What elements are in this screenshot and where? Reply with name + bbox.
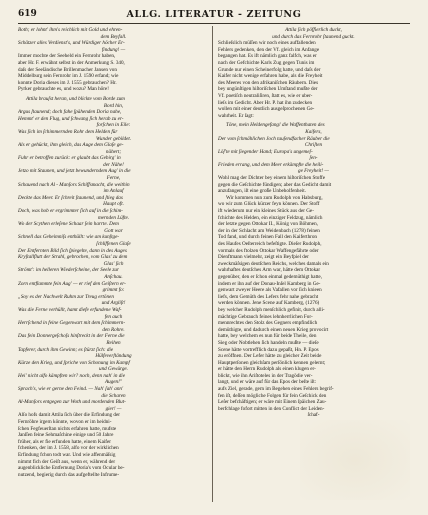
text-line: im Anlauf: [103, 188, 124, 195]
text-line: Frieden errang, und dem Meer erkämpfte die heili-: [218, 161, 324, 168]
text-line: der in der Schlacht am Weidenbach (1278) feinen: [218, 227, 320, 234]
text-line: indem er ihn auf der Donau-Inſel Kamberg in Ge-: [218, 280, 321, 287]
text-line: genwart zweyer Heere als Vafallen vor ſich knieen: [218, 287, 322, 294]
text-line: der Nähe!: [103, 161, 124, 168]
text-line: Hülfeverſtändung: [95, 353, 132, 360]
text-line: grimmt fo:: [102, 287, 125, 294]
text-line: Kryſtallflutt der Strahl, gebrochen, vom Glas' zu dem: [18, 254, 128, 261]
text-line: langt, und er wäre auf für das Epos der beſte iſt:: [218, 379, 317, 386]
text-line: Sieg oder Nobtlehen ſich handeln mußte — dieſe: [218, 339, 319, 346]
text-line: Sprach's, wie er gerne den Feind. — Nah' ſah' ann': [18, 386, 124, 393]
text-line: findung! —: [101, 46, 126, 53]
text-line: Der Entfernten Bild ſich ſpiegelte, dann in des Auges: [18, 247, 127, 254]
text-line: berfchlage fofort mitten in den Conflict der Leiden-: [218, 405, 325, 412]
text-line: nimmt fich der Geiſt aus, wenn er, während der: [18, 458, 116, 465]
text-line: des Meeres von den afrikaniſchen Räubern. Dies: [218, 79, 319, 86]
text-line: ſchliffenen Glaſe: [96, 241, 131, 247]
text-line: Schätzer alles Verdienst's, und Würdiger höcher Er-: [18, 40, 125, 47]
text-line: werden können. Jene Scene auf Kamberg, (1276): [218, 300, 320, 307]
text-line: Fuhr er betroffen zurück: er glaubt das Gebirg' in: [18, 155, 121, 162]
text-line: Fernröhre irgern könnte, wovon er im heidni-: [18, 419, 112, 426]
text-line: Kaifer nicht wenige erfahren habe, als die Freyheit: [218, 73, 323, 80]
text-line: demüthigte, und dadurch einen neuen Krieg provocirt: [218, 326, 329, 333]
text-line: aufs Ziel, gerade, gern im Begehen eines Fehlers begrif-: [218, 386, 334, 393]
text-line: mennrechtes den Stolz des Gegners empfindlich: [218, 320, 318, 327]
text-line: Wir kommen nun zum Rudolph von Habsburg,: [226, 194, 323, 201]
text-line: Zorn entflammte fein Aug' — er rief den Geiſtern er-: [18, 280, 126, 287]
text-line: Middelburg sein Fernrohr im J. 1590 erfand; wie: [18, 73, 119, 80]
text-line: Hemmt' er den Flug, und ſchwang ſich herab zu er-: [18, 115, 124, 122]
text-line: Gott war: [104, 227, 123, 234]
text-line: und Gewürge.: [99, 366, 128, 373]
text-line: Schlieſslich müſſen wir noch eines auffallenden: [218, 40, 316, 47]
text-line: Doch, was hob er ergrimmter ſich auf in die ſchim-: [18, 208, 123, 215]
text-line: ſchaf-: [307, 412, 320, 419]
text-line: Both; er lohnt' ihm's reichlich mit Gold und ehren-: [18, 27, 123, 33]
text-line: wollen mit einer deutlich ausgeſprochenen Ge-: [218, 106, 315, 113]
text-line: Herrſchend in feine Gegenwart mit dem ſchimmern-: [18, 320, 126, 327]
text-line: Das fein Donnergeſchoſs hinſtreckt in der Ferne die: [18, 333, 125, 340]
text-line: Haupt oft.: [103, 201, 124, 208]
text-line: Tapferer, durch ihm Gewinn; es ſtürzt ſich: die: [18, 346, 114, 353]
text-line: mächtige Gebrauch feines lehnherrlichen For-: [218, 313, 313, 320]
text-line: zu eröffnen. Der Lefer hätte zu gleicher Zeit beide: [218, 353, 322, 360]
text-line: wo wir zum Glück kürzer feyn können. Der Stoff: [218, 201, 320, 208]
text-line: Janſſen feine Sehmaſchine einige und 50 Jahre: [18, 432, 114, 439]
text-line: Töne, mein Heldengefang! die Waffenthaten des: [226, 122, 325, 129]
text-line: Jetzo mit Staunen, und jetzt bewunderndem Aug' in die: [18, 168, 131, 175]
text-line: Al-Manſors entgegen zur Woth und mordenden Blut-: [18, 399, 126, 406]
page-number: 619: [18, 9, 37, 19]
text-line: Dienftmann vielmehr, zeigt ein Beyfpiel der: [218, 254, 309, 261]
text-line: und Argliſt!: [101, 300, 126, 307]
text-line: liefs, dem Gemüth des Lefers fehr nahe gebracht: [218, 293, 319, 300]
text-line: aber Hr. F. erwähnt selbst in der Anmerkung S. 340,: [18, 59, 125, 66]
text-line: Pyrker gebrauchte es, und wozu? Man höre!: [18, 86, 109, 93]
text-line: Löſ'te mit ſiegender Hand; Europa's ungemeſ-: [218, 148, 313, 155]
text-line: fchichte des Helden, ein einziger Feldzug, nämlich: [218, 214, 323, 221]
text-line: Bord hin,: [103, 102, 124, 109]
text-line: Leſer befchäftigen; er wäre mit Einem ſpäichen Zau-: [218, 399, 327, 406]
text-line: „Soy es der Nachwelt Ruhm zur Treug ertönen: [18, 293, 114, 300]
text-line: Deckte das Meer. Er ſchreit ſtaunend, und ſtieg das: [18, 194, 123, 201]
text-line: Was die Ferne verhüllt, hamt diefe erfundene Waf-: [18, 306, 122, 313]
text-line: er hätte den Herrn Rudolph als einen klugen er-: [218, 366, 316, 373]
text-line: gier! —: [105, 405, 122, 412]
text-line: Argus ſtaunend; doch fahe ſpähenden Doria nahe,: [18, 109, 122, 116]
text-line: Wunder gebildet.: [95, 135, 132, 142]
text-line: mernden Lüfte.: [97, 214, 130, 221]
text-line: nähert;: [105, 148, 122, 155]
text-line: Der vom ſchmählichen Joch tauſendfacher Räuber die: [218, 135, 330, 142]
paper-stain: [300, 420, 410, 500]
text-line: gegen die Geſchichte fündigen; aber das Gedicht damit: [218, 181, 332, 188]
text-line: der letzte gegen Ottokar II., König von Böhmen,: [218, 221, 318, 228]
text-line: Immer mochte der Seeheld ein Fernrohr haben,: [18, 53, 116, 60]
text-line: daſs der Seeländische Brillenmacher Jansen von: [18, 66, 117, 73]
text-line: fen iſt, deſſen mögliche Folgen für fein Geſchick den: [218, 392, 327, 399]
column-divider: [212, 26, 213, 502]
text-line: Hauptperſonen gleichſam perſönlich kennen gelernt;: [218, 359, 326, 366]
text-line: bey ungünſtigen hiſtoriſchen Umſtand mußte der: [218, 86, 318, 93]
text-line: begangen hat. Es ift nämlich ganz falfch, was er: [218, 53, 317, 60]
text-line: Chriſten: [304, 142, 323, 149]
text-line: Schauend nach Al - Manſors Schiffsmacht, die weithin: [18, 181, 130, 188]
text-line: konnte Doria dieses im J. 1555 gebrauchen? Hr.: [18, 79, 117, 86]
text-line: früher, als er fie erfunden hatte, einem Kaifer: [18, 438, 111, 445]
text-line: nutzend, begierig durch das aufgeftellte Infrume-: [18, 471, 120, 478]
text-line: ift wiederum nur ein kleines Stück aus der Ge-: [218, 208, 314, 215]
text-line: Hei' nicht alfo kämpften wir? noch, denn nah' in die: [18, 372, 125, 379]
left-column: [18, 27, 209, 478]
text-line: Alſo hofs damit Attila ſich über die Erfindung der: [18, 412, 120, 419]
right-column: [218, 27, 409, 419]
text-line: Glas' ſich: [103, 260, 124, 267]
text-line: den Rohre.: [102, 326, 125, 333]
text-line: Erfindung fchon todt war. Und wie affenmäſsig: [18, 452, 116, 458]
text-line: anzufangen, iſt eine große Unbeholfenheit.: [218, 188, 306, 195]
text-line: Wohl mag der Dichter bey einem hiſtoriſchen Stoffe: [218, 175, 325, 182]
text-line: und durch das Fernrohr ſtaunend guckt.: [272, 33, 355, 40]
page-header: [18, 9, 410, 24]
text-line: Tod fand, und durch feinen Fall den Kaiferthron: [218, 234, 317, 241]
text-line: nach der Gefchichte Karls Zug gegen Tunis im: [218, 59, 315, 66]
running-title: ALLG. LITERATUR - ZEITUNG: [126, 9, 302, 20]
text-line: Strömt': im helleren Wiederſcheine, der Seele zur: [18, 267, 119, 274]
text-line: augenblickliche Entfernung Doria's vom Ocular be-: [18, 465, 125, 472]
text-line: Schnell das Geheimniſs enthüllt: wie am kunſtge-: [18, 234, 120, 241]
text-line: Wo der Scythen erleſene Schaar ſein harrte. Dem: [18, 221, 119, 228]
text-line: fen auch: [104, 313, 123, 320]
text-line: wahrheit. Er ſagt:: [218, 112, 254, 119]
text-line: des Haufes Oeſterreich befeſtigte. Dieſer Rudolph,: [218, 241, 322, 247]
text-line: bey welcher Rudolph menſchlich gefinit, durch alli-: [218, 306, 325, 313]
text-line: Attila ſich pöffierlich duckt,: [285, 27, 342, 33]
text-line: Reihen: [106, 339, 121, 346]
text-line: ſen-: [309, 155, 318, 162]
text-line: hatte, bey welchem es nun für beide Theile, den: [218, 333, 317, 340]
text-line: dem Beyfall.: [100, 33, 127, 40]
text-line: forſchen in Eile:: [96, 122, 131, 129]
text-line: ſchen Fegfeuerſtan nichts erfahren hatte, mufste: [18, 425, 117, 432]
text-line: Was ſich im ſchimmernden Rohr dem Helden für: [18, 128, 118, 135]
text-line: Scene hätte vortrefflich dazu gepaßt, Hn. P. Epos: [218, 346, 319, 353]
text-line: Fehlers gedenken, den der Vf. gleich im Anfange: [218, 46, 320, 53]
text-line: ge Freyheit! —: [298, 168, 329, 175]
text-line: Vf. poetiſch neutraliſiren, ſtatt es, wie er uber-: [218, 92, 313, 99]
text-line: Augen!": [104, 379, 122, 386]
text-line: vormals des ftolzen Ottokar Waffengefährte oder: [218, 247, 319, 254]
text-line: Attila brauſst heran, und blickte vom Borde zum: [26, 95, 125, 102]
text-line: Grunde nur einen Scheinerfolg hatte, und daſs der: [218, 66, 321, 73]
text-line: Anſchau.: [104, 273, 123, 280]
text-line: Als er gehückt, ihm gleich, das Auge dem Glaſe ge-: [18, 142, 124, 149]
text-line: Kürze den Krieg, und ſpriche von Schonung im Kampf: [18, 359, 130, 366]
text-line: blickt, wie ihn Ariſtoteles in der Tragödie ver-: [218, 372, 313, 379]
text-line: die Scharen: [101, 392, 126, 399]
text-line: zweckmäſsigen deutſchen Reichs, welches damals ein: [218, 260, 329, 267]
text-line: Ferne,: [106, 175, 121, 182]
text-line: Kaifers,: [305, 128, 322, 135]
text-line: wahrhaftes deutſches Arm war, hätte dem Ottokar: [218, 267, 321, 274]
text-line: lieſs im Gedicht. Aber Hr. P. hat ihn zudecken: [218, 99, 313, 106]
text-line: fchenken, der im J. 1558, alfo vor der wirklichen: [18, 445, 119, 452]
text-line: gegenüber, den er ſchon einmal gedemüthigt hatte,: [218, 273, 322, 280]
